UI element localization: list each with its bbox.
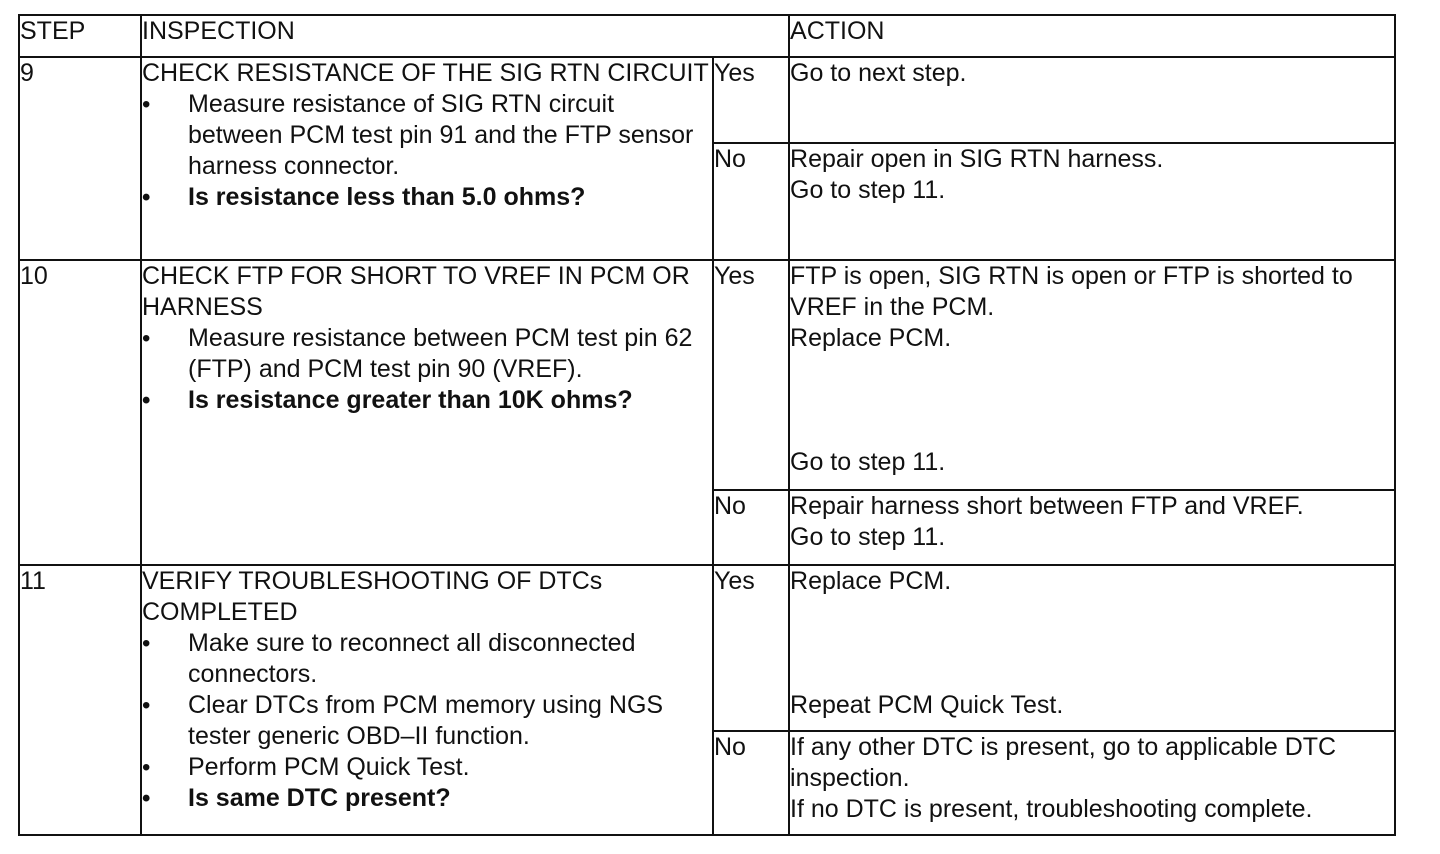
action-line: FTP is open, SIG RTN is open or FTP is shorted to VREF in the PCM. xyxy=(790,262,1353,321)
list-item: • Clear DTCs from PCM memory using NGS tester generic OBD–II function. xyxy=(142,690,712,752)
inspection-steps xyxy=(142,628,712,814)
answer-yes: Yes xyxy=(713,57,789,143)
action-line: Go to step 11. xyxy=(790,176,946,204)
troubleshooting-sheet xyxy=(18,14,1394,836)
answer-yes: Yes xyxy=(713,260,789,490)
inspection-question: • Is resistance less than 5.0 ohms? xyxy=(142,182,712,213)
inspection-title: CHECK RESISTANCE OF THE SIG RTN CIRCUIT xyxy=(142,59,709,87)
action-cell xyxy=(789,260,1395,490)
action-line: Go to next step. xyxy=(790,59,967,87)
inspection-table xyxy=(18,14,1396,836)
header-row xyxy=(19,15,1395,57)
action-line: If no DTC is present, troubleshooting complete. xyxy=(790,795,1313,823)
action-line: Replace PCM. xyxy=(790,567,952,595)
table-row xyxy=(19,57,1395,143)
inspection-cell xyxy=(141,565,713,835)
answer-no: No xyxy=(713,143,789,260)
list-item: • Measure resistance between PCM test pin 62 (FTP) and PCM test pin 90 (VREF). xyxy=(142,323,712,385)
table-row xyxy=(19,260,1395,490)
action-line: Repeat PCM Quick Test. xyxy=(790,691,1064,719)
inspection-cell xyxy=(141,260,713,565)
inspection-cell xyxy=(141,57,713,260)
action-line: Repair harness short between FTP and VREF. xyxy=(790,492,1304,520)
inspection-steps xyxy=(142,89,712,213)
inspection-title: CHECK FTP FOR SHORT TO VREF IN PCM OR HARNESS xyxy=(142,262,690,321)
inspection-question: • Is same DTC present? xyxy=(142,783,712,814)
action-line: If any other DTC is present, go to applicable DTC inspection. xyxy=(790,733,1337,792)
answer-yes: Yes xyxy=(713,565,789,731)
answer-no: No xyxy=(713,731,789,835)
inspection-header: INSPECTION xyxy=(141,15,789,57)
step-number: 11 xyxy=(19,565,141,835)
action-cell xyxy=(789,143,1395,260)
action-line: Repair open in SIG RTN harness. xyxy=(790,145,1164,173)
table-row xyxy=(19,565,1395,731)
action-cell xyxy=(789,565,1395,731)
answer-no: No xyxy=(713,490,789,565)
inspection-steps xyxy=(142,323,712,416)
inspection-title: VERIFY TROUBLESHOOTING OF DTCs COMPLETED xyxy=(142,567,603,626)
action-line: Go to step 11. xyxy=(790,448,946,476)
action-cell xyxy=(789,490,1395,565)
list-item: • Make sure to reconnect all disconnected connectors. xyxy=(142,628,712,690)
action-cell xyxy=(789,57,1395,143)
list-item: • Measure resistance of SIG RTN circuit between PCM test pin 91 and the FTP sensor harness connector. xyxy=(142,89,712,182)
inspection-question: • Is resistance greater than 10K ohms? xyxy=(142,385,712,416)
list-item: • Perform PCM Quick Test. xyxy=(142,752,712,783)
action-line: Go to step 11. xyxy=(790,523,946,551)
step-number: 9 xyxy=(19,57,141,260)
step-number: 10 xyxy=(19,260,141,565)
step-header: STEP xyxy=(19,15,141,57)
action-header: ACTION xyxy=(789,15,1395,57)
action-cell xyxy=(789,731,1395,835)
action-line: Replace PCM. xyxy=(790,324,952,352)
